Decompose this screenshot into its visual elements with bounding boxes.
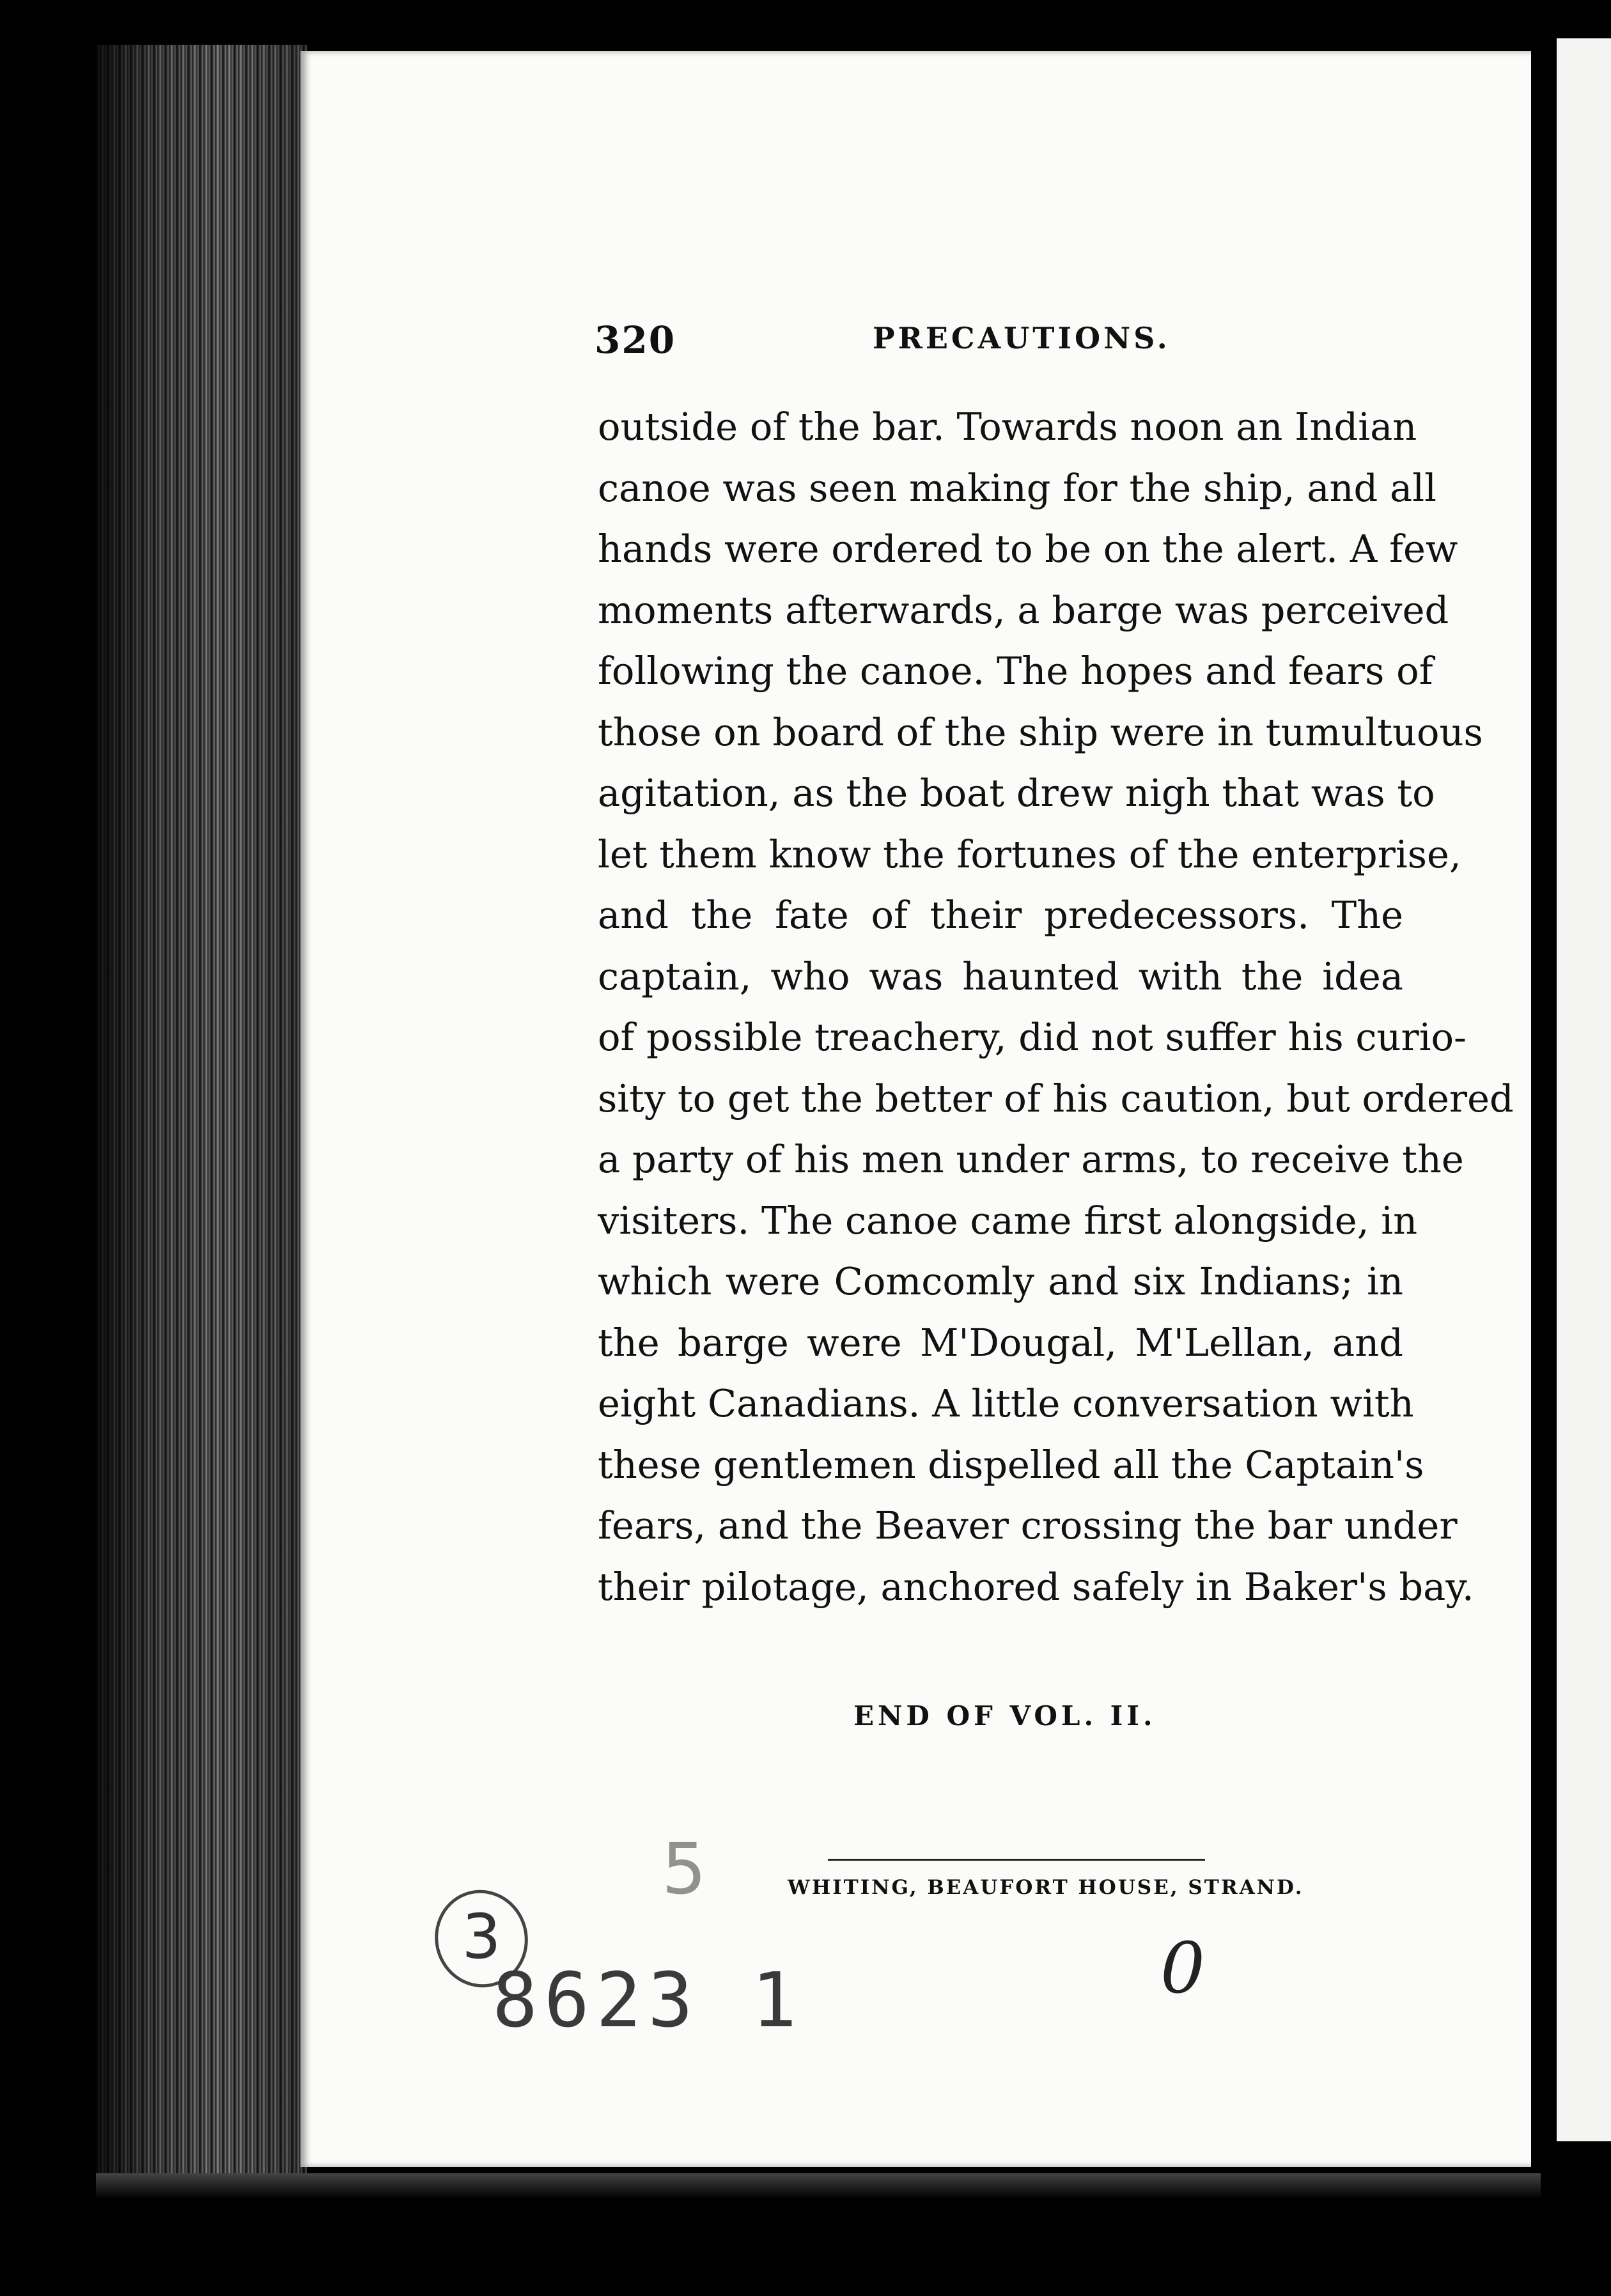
text-line: let them know the fortunes of the enterprise, [598, 832, 1461, 876]
text-line: canoe was seen making for the ship, and all [598, 465, 1436, 510]
shelfmark-number: 8623 1 [492, 1956, 804, 2044]
book-edge-shadow [96, 45, 307, 2180]
text-line: outside of the bar. Towards noon an Indian [598, 405, 1417, 449]
running-head [595, 318, 1394, 369]
book-bottom-shadow [96, 2173, 1541, 2199]
page-heading: PRECAUTIONS. [873, 321, 1171, 355]
text-line: their pilotage, anchored safely in Baker's bay. [598, 1564, 1474, 1609]
text-line: hands were ordered to be on the alert. A few [598, 527, 1458, 571]
pencil-mark: 0 [1160, 1927, 1205, 2009]
text-line: moments afterwards, a barge was perceived [598, 587, 1449, 632]
text-line: and the fate of their predecessors. The [598, 893, 1403, 937]
text-line: fears, and the Beaver crossing the bar under [598, 1503, 1458, 1547]
end-of-volume-mark: END OF VOL. II. [853, 1700, 1156, 1732]
page-number: 320 [595, 318, 676, 362]
text-line: the barge were M'Dougal, M'Lellan, and [598, 1320, 1403, 1365]
printer-imprint: WHITING, BEAUFORT HOUSE, STRAND. [788, 1876, 1304, 1899]
text-line: of possible treachery, did not suffer his curio- [598, 1015, 1467, 1059]
text-line: a party of his men under arms, to receive the [598, 1137, 1464, 1181]
text-line: eight Canadians. A little conversation with [598, 1381, 1414, 1425]
text-line: those on board of the ship were in tumultuous [598, 710, 1483, 754]
text-line: these gentlemen dispelled all the Captain's [598, 1442, 1424, 1487]
facing-page-edge [1557, 38, 1611, 2141]
text-line: following the canoe. The hopes and fears of [598, 649, 1433, 693]
imprint-rule [828, 1859, 1205, 1861]
text-line: which were Comcomly and six Indians; in [598, 1259, 1403, 1303]
text-line: captain, who was haunted with the idea [598, 954, 1403, 998]
stamp-number: 5 [662, 1828, 706, 1910]
text-line: visiters. The canoe came first alongside, in [598, 1198, 1418, 1243]
circled-number: 3 [462, 1901, 501, 1973]
text-line: sity to get the better of his caution, but ordered [598, 1076, 1514, 1121]
body-text [598, 396, 1514, 1617]
text-line: agitation, as the boat drew nigh that was to [598, 771, 1435, 815]
